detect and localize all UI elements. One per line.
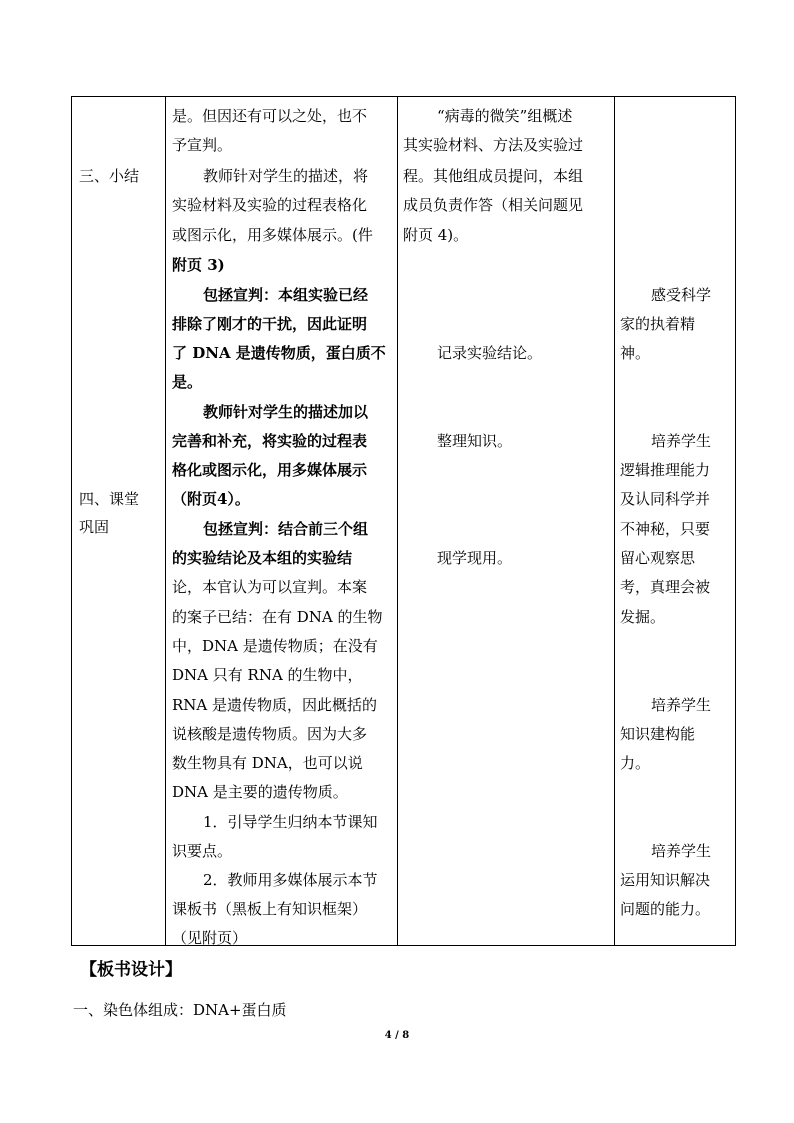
teacher-activity-line: 2．教师用多媒体展示本节 xyxy=(203,871,378,889)
page-number: 4 / 8 xyxy=(384,1030,410,1041)
teacher-activity-line: 是。 xyxy=(172,373,203,391)
teacher-activity-line: 课板书（黑板上有知识框架） xyxy=(172,900,368,918)
teacher-activity-line: 排除了刚才的干扰，因此证明 xyxy=(172,315,368,333)
teacher-activity-line: 教师针对学生的描述，将 xyxy=(203,167,369,185)
student-activity-line: 成员负责作答（相关问题见 xyxy=(403,196,584,214)
column-divider xyxy=(397,97,398,945)
design-intent-line: 及认同科学并 xyxy=(620,490,711,508)
board-design-heading: 【板书设计】 xyxy=(80,960,182,980)
stage-label: 四、课堂 xyxy=(79,490,140,508)
teacher-activity-line: RNA 是遗传物质，因此概括的 xyxy=(172,696,378,714)
design-intent-line: 逻辑推理能力 xyxy=(620,461,711,479)
column-divider xyxy=(614,97,615,945)
design-intent-line: 力。 xyxy=(620,754,651,772)
student-activity-line: 其实验材料、方法及实验过 xyxy=(403,136,584,154)
teacher-activity-line: 中，DNA 是遗传物质；在没有 xyxy=(172,637,378,655)
student-activity-line: 记录实验结论。 xyxy=(437,344,543,362)
design-intent-line: 知识建构能 xyxy=(620,725,696,743)
design-intent-line: 培养学生 xyxy=(651,696,712,714)
teacher-activity-line: 的案子已结：在有 DNA 的生物 xyxy=(172,608,383,626)
teacher-activity-line: 实验材料及实验的过程表格化 xyxy=(172,196,368,214)
teacher-activity-line: 识要点。 xyxy=(172,842,233,860)
student-activity-line: 附页 4)。 xyxy=(403,226,469,244)
student-activity-line: 现学现用。 xyxy=(437,549,513,567)
student-activity-line: 程。其他组成员提问，本组 xyxy=(403,167,584,185)
teacher-activity-line: 包拯宣判：本组实验已经 xyxy=(203,286,369,304)
teacher-activity-line: 数生物具有 DNA，也可以说 xyxy=(172,754,363,772)
stage-label: 巩固 xyxy=(79,518,110,536)
student-activity-line: “病毒的微笑”组概述 xyxy=(437,107,573,125)
teacher-activity-line: （见附页） xyxy=(172,929,248,947)
design-intent-line: 神。 xyxy=(620,344,651,362)
board-line: 一、染色体组成：DNA+蛋白质 xyxy=(73,1001,287,1019)
design-intent-line: 问题的能力。 xyxy=(620,900,711,918)
design-intent-line: 培养学生 xyxy=(651,842,712,860)
teacher-activity-line: 教师针对学生的描述加以 xyxy=(203,403,369,421)
teacher-activity-line: 格化或图示化，用多媒体展示 xyxy=(172,461,368,479)
column-divider xyxy=(165,97,166,945)
stage-label: 三、小结 xyxy=(79,167,140,185)
design-intent-line: 发掘。 xyxy=(620,608,666,626)
teacher-activity-line: DNA 是主要的遗传物质。 xyxy=(172,783,348,801)
teacher-activity-line: 附页 3) xyxy=(172,256,225,274)
teacher-activity-line: 或图示化，用多媒体展示。(件 xyxy=(172,226,373,244)
design-intent-line: 培养学生 xyxy=(651,432,712,450)
teacher-activity-line: 包拯宣判：结合前三个组 xyxy=(203,520,369,538)
teacher-activity-line: DNA 只有 RNA 的生物中， xyxy=(172,666,363,684)
design-intent-line: 家的执着精 xyxy=(620,315,696,333)
student-activity-line: 整理知识。 xyxy=(437,432,513,450)
design-intent-line: 不神秘，只要 xyxy=(620,520,711,538)
design-intent-line: 留心观察思 xyxy=(620,549,696,567)
teacher-activity-line: 了 DNA 是遗传物质，蛋白质不 xyxy=(172,344,386,362)
teacher-activity-line: 1．引导学生归纳本节课知 xyxy=(203,813,378,831)
teacher-activity-line: 予宣判。 xyxy=(172,136,233,154)
teacher-activity-line: 论，本官认为可以宣判。本案 xyxy=(172,578,368,596)
teacher-activity-line: 是。但因还有可以之处，也不 xyxy=(172,107,368,125)
teacher-activity-line: 的实验结论及本组的实验结 xyxy=(172,549,353,567)
teacher-activity-line: 完善和补充，将实验的过程表 xyxy=(172,432,368,450)
teacher-activity-line: （附页4）。 xyxy=(172,490,250,508)
design-intent-line: 考，真理会被 xyxy=(620,578,711,596)
design-intent-line: 运用知识解决 xyxy=(620,871,711,889)
teacher-activity-line: 说核酸是遗传物质。因为大多 xyxy=(172,725,368,743)
design-intent-line: 感受科学 xyxy=(651,286,712,304)
